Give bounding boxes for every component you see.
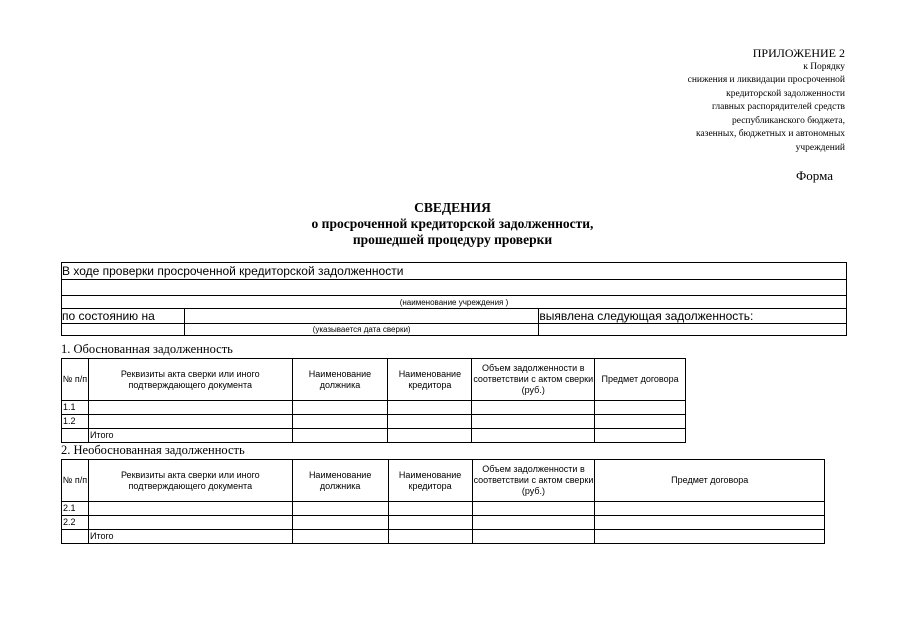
row-number: 1.1 [62,401,89,415]
as-of-label: по состоянию на [62,309,185,324]
total-label: Итого [88,530,292,544]
appendix-line: казенных, бюджетных и автономных [696,129,845,139]
table-cell[interactable] [472,401,595,415]
col-header-document: Реквизиты акта сверки или иного подтверждающего документа [88,460,292,502]
table-cell[interactable] [88,415,292,429]
table-cell[interactable] [595,415,686,429]
justified-debt-table [61,358,686,443]
col-header-document: Реквизиты акта сверки или иного подтверждающего документа [88,359,292,401]
title-line: о просроченной кредиторской задолженности, [311,216,594,231]
form-label: Форма [796,168,833,183]
date-hint: (указывается дата сверки) [184,324,538,336]
col-header-debtor: Наименование должника [292,359,388,401]
appendix-line: учреждений [795,142,845,153]
appendix-line: главных распорядителей средств [711,102,845,112]
row-number: 2.1 [62,502,89,516]
table-cell[interactable] [472,415,595,429]
col-header-creditor: Наименование кредитора [388,460,472,502]
row-number: 2.2 [62,516,89,530]
institution-name-field[interactable] [62,280,847,296]
table-cell[interactable] [88,502,292,516]
found-label: выявлена следующая задолженность: [539,309,847,324]
table-cell[interactable] [472,516,595,530]
appendix-line: к Порядку [803,61,845,72]
table-cell[interactable] [292,429,388,443]
table-cell[interactable] [292,530,388,544]
table-cell[interactable] [388,516,472,530]
title-line: прошедшей процедуру проверки [352,232,553,247]
table-cell[interactable] [292,516,388,530]
table-cell[interactable] [472,502,595,516]
col-header-debtor: Наименование должника [292,460,388,502]
appendix-header [688,47,845,155]
institution-hint: (наименование учреждения ) [62,296,847,309]
appendix-line: снижения и ликвидации просроченной [687,75,845,85]
table-cell[interactable] [88,516,292,530]
intro-table [61,262,847,336]
appendix-title: ПРИЛОЖЕНИЕ 2 [752,46,845,60]
col-header-amount: Объем задолженности в соответствии с актом сверки (руб.) [472,359,595,401]
appendix-line: кредиторской задолженности [726,88,845,99]
col-header-amount: Объем задолженности в соответствии с актом сверки (руб.) [472,460,595,502]
table-row [62,516,825,530]
total-row [62,530,825,544]
table-cell[interactable] [595,516,825,530]
table-cell[interactable] [88,401,292,415]
row-number: 1.2 [62,415,89,429]
col-header-creditor: Наименование кредитора [388,359,472,401]
table-cell[interactable] [292,401,388,415]
table-cell[interactable] [595,429,686,443]
total-label: Итого [88,429,292,443]
unjustified-debt-table [61,459,825,544]
intro-text: В ходе проверки просроченной кредиторской задолженности [62,263,847,280]
table-cell[interactable] [472,429,595,443]
col-header-subject: Предмет договора [595,460,825,502]
table-cell[interactable] [595,401,686,415]
title-line: СВЕДЕНИЯ [414,200,491,215]
table-row [62,415,686,429]
section1-heading: 1. Обоснованная задолженность [61,342,233,356]
col-header-number: № п/п [62,359,89,401]
table-cell[interactable] [595,530,825,544]
table-cell[interactable] [388,530,472,544]
table-cell[interactable] [388,401,472,415]
table-cell[interactable] [388,415,472,429]
table-cell[interactable] [292,415,388,429]
document-title [0,200,905,248]
table-cell[interactable] [388,429,472,443]
table-row [62,401,686,415]
appendix-line: республиканского бюджета, [731,115,845,126]
table-cell[interactable] [292,502,388,516]
col-header-subject: Предмет договора [595,359,686,401]
table-row [62,502,825,516]
date-field[interactable] [184,309,538,324]
col-header-number: № п/п [62,460,89,502]
table-cell[interactable] [595,502,825,516]
table-cell[interactable] [472,530,595,544]
table-cell[interactable] [388,502,472,516]
section2-heading: 2. Необоснованная задолженность [61,443,245,457]
total-row [62,429,686,443]
